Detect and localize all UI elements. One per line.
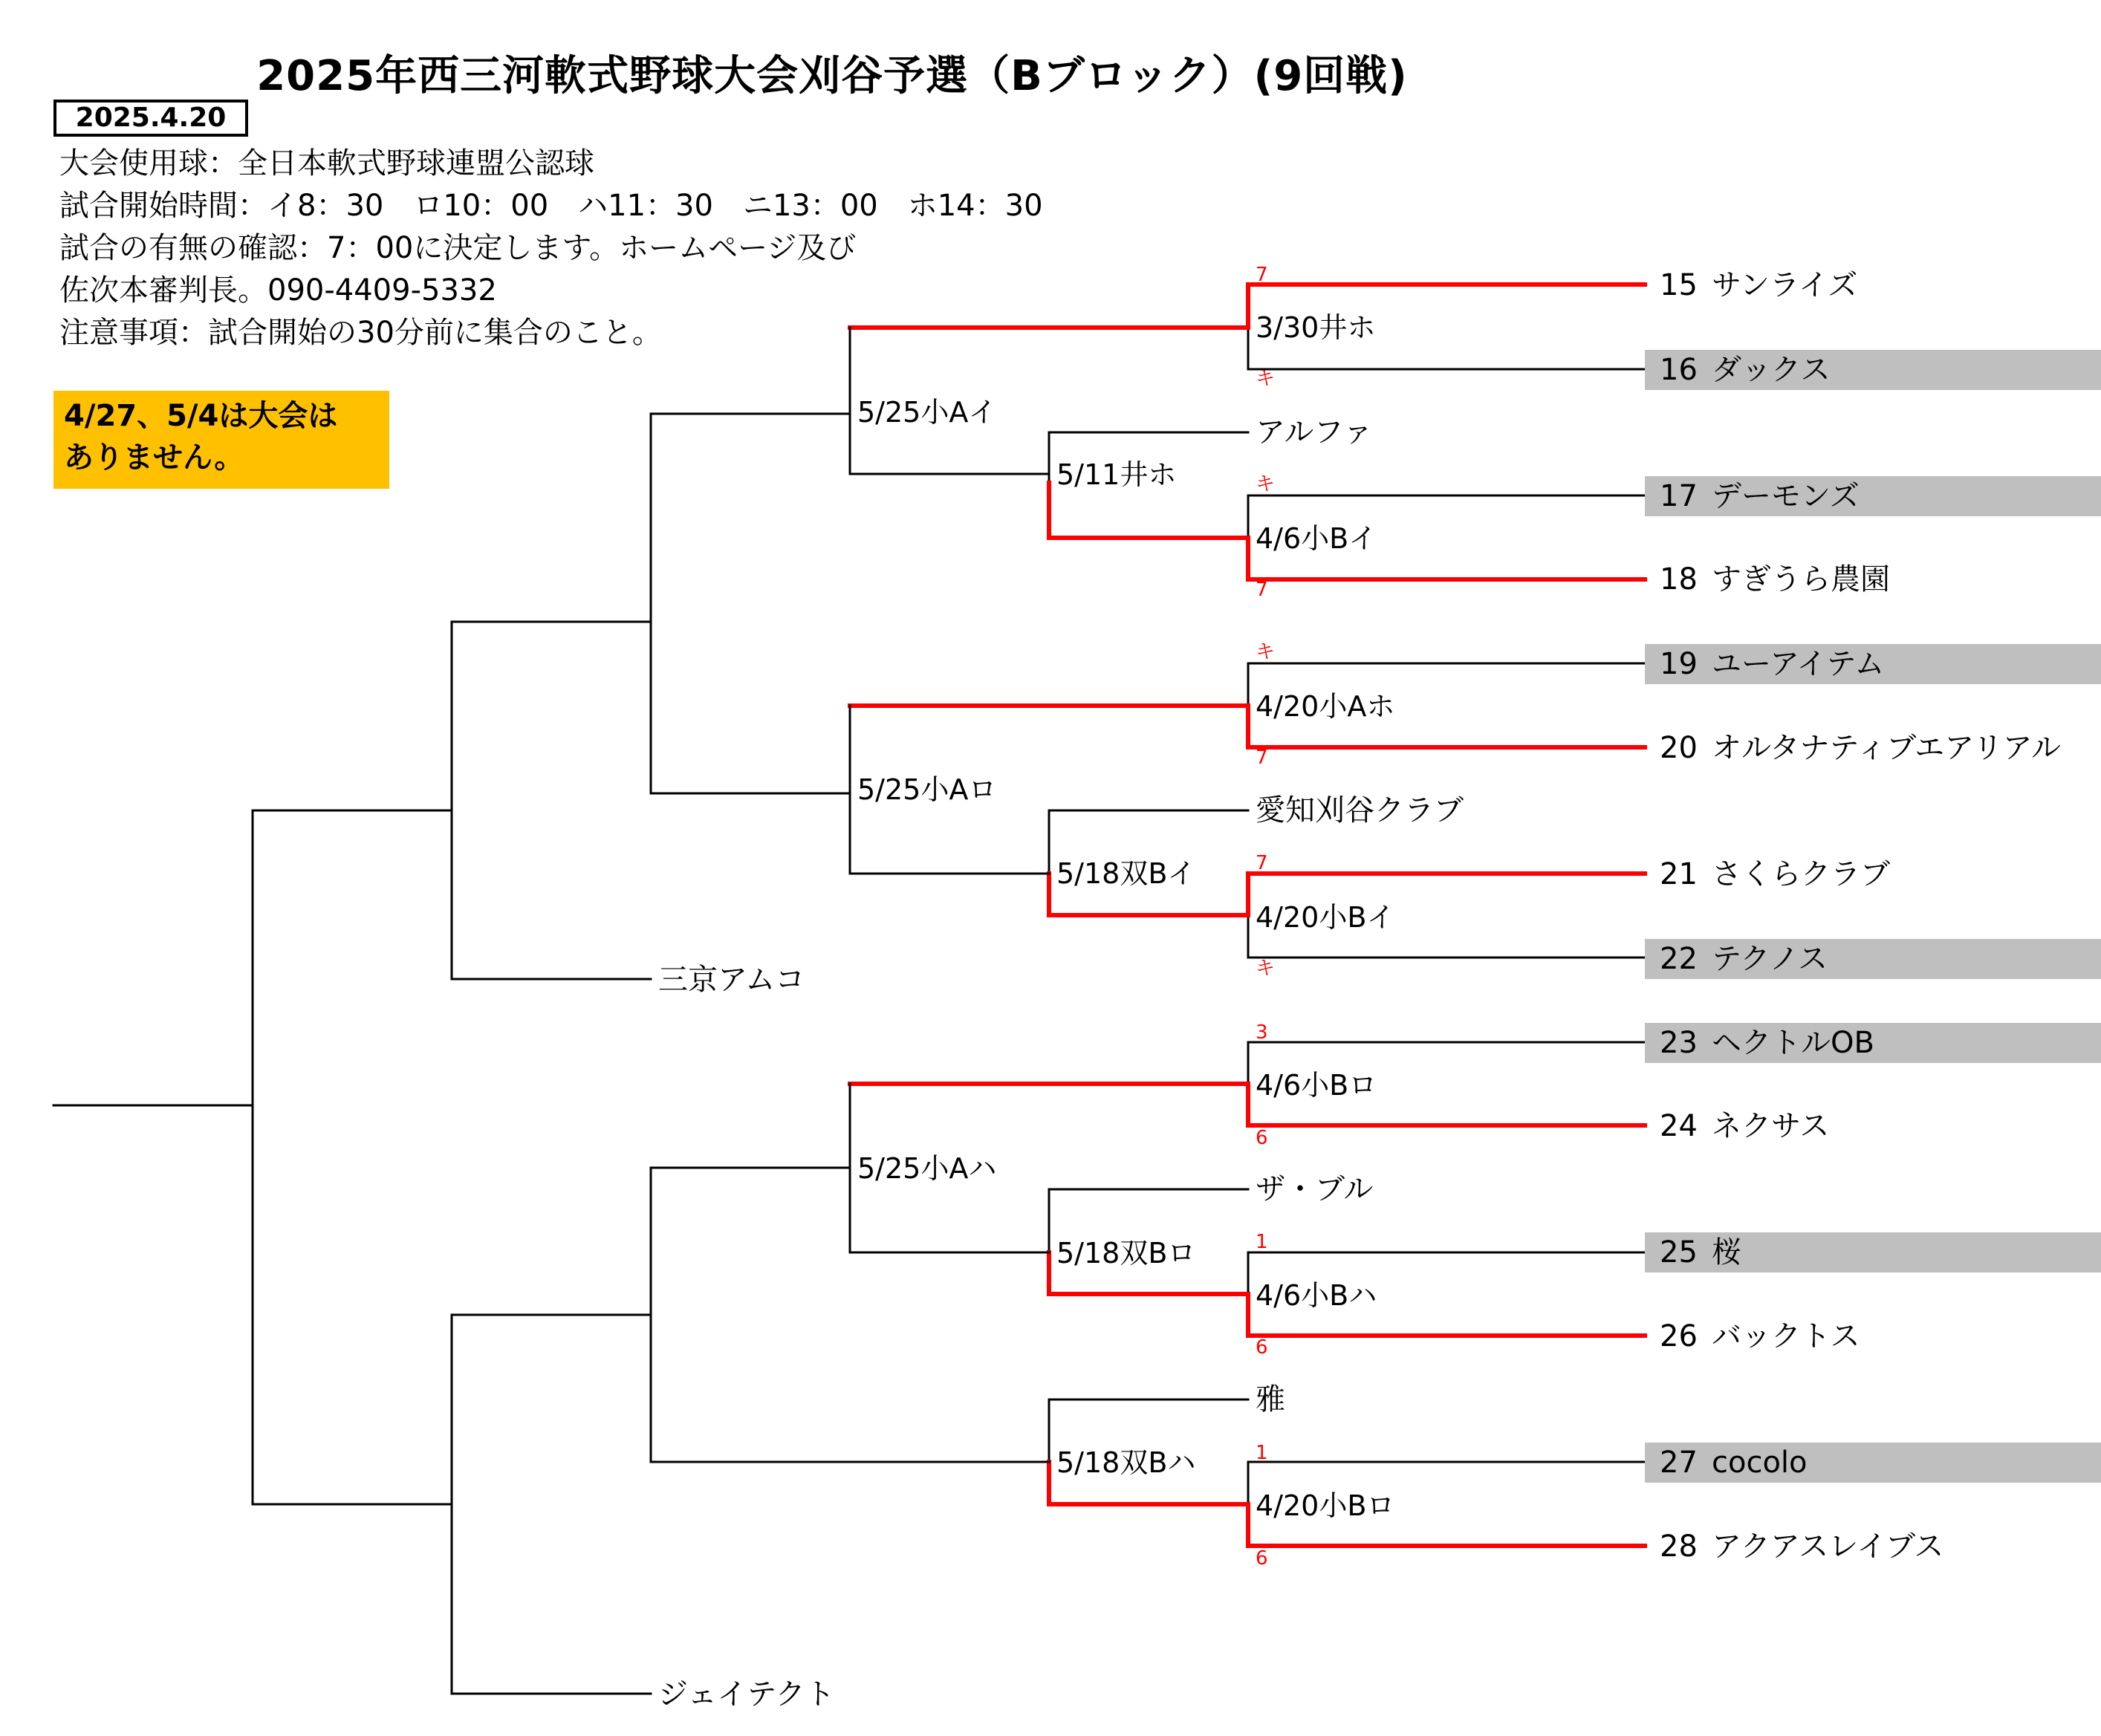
- team-number: 21: [1660, 857, 1698, 891]
- score: 1: [1256, 1442, 1268, 1464]
- team-entry: [1660, 1319, 1860, 1354]
- team-number: 25: [1660, 1235, 1698, 1270]
- page-title: 2025年西三河軟式野球大会刈谷予選（Bブロック）(9回戦): [256, 52, 1408, 100]
- team-entry: [1660, 1235, 1741, 1270]
- team-entry: [1660, 941, 1828, 977]
- team-name: さくらクラブ: [1712, 857, 1890, 891]
- notice-line: ありません。: [64, 440, 244, 475]
- score: キ: [1256, 368, 1276, 390]
- team-entry: [1660, 646, 1884, 682]
- team-number: 24: [1660, 1109, 1698, 1143]
- team-number: 20: [1660, 731, 1698, 765]
- info-contact: 佐次本審判長。090-4409-5332: [59, 273, 497, 308]
- team-number: 19: [1660, 647, 1698, 681]
- team-name: アクアスレイブス: [1712, 1529, 1944, 1564]
- seeded-team: 雅: [1256, 1382, 1285, 1417]
- score: 6: [1256, 1336, 1268, 1359]
- holiday-notice: [53, 391, 389, 489]
- team-name: サンライズ: [1712, 268, 1858, 302]
- team-name: ネクサス: [1712, 1109, 1830, 1143]
- team-number: 15: [1660, 268, 1698, 302]
- team-entry: [1660, 1445, 1808, 1480]
- team-entry: [1660, 1108, 1829, 1144]
- match-label: 4/20小Bイ: [1256, 901, 1395, 934]
- team-entry: [1660, 1025, 1874, 1061]
- team-name: ユーアイテム: [1712, 647, 1885, 681]
- seeded-team: 三京アムコ: [658, 963, 805, 997]
- team-number: 23: [1660, 1026, 1698, 1060]
- date-box: 2025.4.20: [53, 100, 248, 137]
- team-name: ダックス: [1712, 353, 1831, 387]
- notice-line: 4/27、5/4は大会は: [64, 399, 338, 433]
- team-name: オルタナティブエアリアル: [1712, 731, 2061, 765]
- team-name: 桜: [1712, 1235, 1741, 1270]
- score: 7: [1256, 579, 1268, 601]
- score: 7: [1256, 747, 1268, 769]
- score: 1: [1256, 1231, 1268, 1253]
- score: 7: [1256, 852, 1268, 874]
- match-label: 4/6小Bロ: [1256, 1069, 1377, 1102]
- match-label: 5/18双Bハ: [1056, 1446, 1196, 1479]
- seeded-team: ジェイテクト: [658, 1677, 835, 1711]
- team-name: すぎうら農園: [1712, 562, 1890, 596]
- match-label: 5/18双Bイ: [1056, 857, 1196, 890]
- match-label: 3/30井ホ: [1256, 311, 1376, 344]
- seeded-team: 愛知刈谷クラブ: [1256, 793, 1464, 828]
- team-entry: [1660, 1529, 1943, 1564]
- team-number: 16: [1660, 353, 1698, 387]
- score: 6: [1256, 1127, 1268, 1149]
- info-notes: 注意事項：試合開始の30分前に集合のこと。: [59, 316, 662, 350]
- info-confirmation: 試合の有無の確認：7：00に決定します。ホームページ及び: [59, 231, 857, 265]
- team-number: 22: [1660, 942, 1698, 976]
- match-label: 5/25小Aロ: [857, 773, 997, 806]
- team-entry: [1660, 562, 1890, 597]
- match-label: 5/25小Aハ: [857, 1152, 997, 1185]
- team-name: テクノス: [1712, 942, 1828, 976]
- match-label: 4/20小Aホ: [1256, 690, 1395, 723]
- score: キ: [1256, 473, 1276, 495]
- team-entry: [1660, 730, 2061, 766]
- team-name: バックトス: [1712, 1319, 1860, 1353]
- info-ball: 大会使用球：全日本軟式野球連盟公認球: [59, 146, 594, 181]
- match-label: 5/25小Aイ: [857, 396, 997, 429]
- team-number: 26: [1660, 1319, 1698, 1353]
- team-name: cocolo: [1712, 1446, 1808, 1480]
- team-number: 27: [1660, 1446, 1698, 1480]
- info-start-times: 試合開始時間：イ8：30 ロ10：00 ハ11：30 ニ13：00 ホ14：30: [59, 189, 1043, 223]
- team-entry: [1660, 352, 1831, 388]
- match-label: 4/6小Bイ: [1256, 522, 1377, 555]
- team-number: 18: [1660, 562, 1698, 596]
- match-label: 4/20小Bロ: [1256, 1489, 1395, 1522]
- match-label: 5/18双Bロ: [1056, 1237, 1196, 1270]
- score: 3: [1256, 1021, 1268, 1044]
- team-entry: [1660, 267, 1857, 303]
- team-number: 17: [1660, 479, 1698, 513]
- team-name: ヘクトルOB: [1712, 1026, 1874, 1060]
- seeded-team: ザ・ブル: [1256, 1172, 1374, 1206]
- score: 7: [1256, 264, 1268, 286]
- match-label: 5/11井ホ: [1056, 458, 1177, 491]
- team-entry: [1660, 478, 1860, 514]
- team-name: デーモンズ: [1712, 479, 1860, 513]
- score: 6: [1256, 1547, 1268, 1570]
- team-entry: [1660, 856, 1890, 892]
- seeded-team: アルファ: [1256, 415, 1373, 449]
- match-label: 4/6小Bハ: [1256, 1279, 1377, 1312]
- team-number: 28: [1660, 1529, 1698, 1564]
- score: キ: [1256, 958, 1276, 980]
- score: キ: [1256, 641, 1276, 663]
